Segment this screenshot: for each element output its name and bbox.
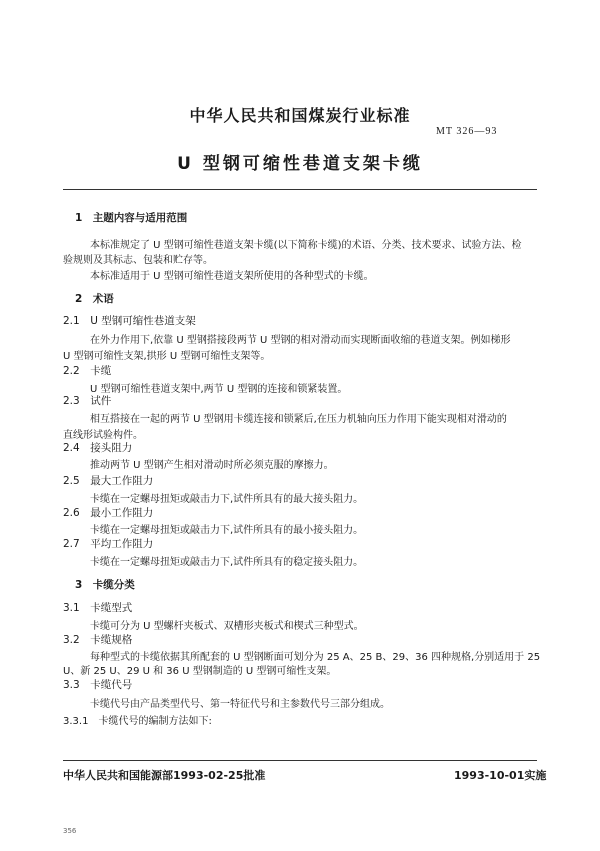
clause-3-2-line-b: U、新 25 U、29 U 和 36 U 型钢制造的 U 型钢可缩性支架。 bbox=[63, 666, 337, 677]
term-2-4-line-a: 推动两节 U 型钢产生相对滑动时所必须克服的摩擦力。 bbox=[90, 460, 334, 471]
section-2-heading: 2 术语 bbox=[75, 293, 114, 305]
clause-3-3-1: 3.3.1 卡缆代号的编制方法如下: bbox=[63, 716, 212, 727]
term-2-7-line-a: 卡缆在一定螺母扭矩或敲击力下,试件所具有的稳定接头阻力。 bbox=[90, 557, 364, 568]
term-2-1-title: 2.1 U 型钢可缩性巷道支架 bbox=[63, 315, 196, 327]
term-2-2-title: 2.2 卡缆 bbox=[63, 365, 112, 377]
document-title: U 型钢可缩性巷道支架卡缆 bbox=[177, 154, 423, 174]
clause-3-2-title: 3.2 卡缆规格 bbox=[63, 634, 133, 646]
term-2-2-line-a: U 型钢可缩性巷道支架中,两节 U 型钢的连接和锁紧装置。 bbox=[90, 384, 348, 395]
approval-date: 中华人民共和国能源部1993-02-25批准 bbox=[63, 769, 266, 782]
term-2-6-title: 2.6 最小工作阻力 bbox=[63, 507, 154, 519]
clause-3-1-title: 3.1 卡缆型式 bbox=[63, 602, 133, 614]
section-1-heading: 1 主题内容与适用范围 bbox=[75, 212, 188, 224]
clause-3-1-line-a: 卡缆可分为 U 型螺杆夹板式、双槽形夹板式和楔式三种型式。 bbox=[90, 621, 364, 632]
page-number: 356 bbox=[63, 827, 77, 835]
standard-code: MT 326—93 bbox=[436, 126, 498, 137]
term-2-4-title: 2.4 接头阻力 bbox=[63, 442, 133, 454]
term-2-3-line-b: 直线形试验构件。 bbox=[63, 430, 143, 441]
s1-paragraph-1b: 验规则及其标志、包装和贮存等。 bbox=[63, 255, 213, 266]
term-2-1-line-a: 在外力作用下,依靠 U 型钢搭接段两节 U 型钢的相对滑动而实现断面收缩的巷道支架。例如梯形 bbox=[90, 335, 511, 346]
term-2-6-line-a: 卡缆在一定螺母扭矩或敲击力下,试件所具有的最小接头阻力。 bbox=[90, 525, 364, 536]
s1-paragraph-1a: 本标准规定了 U 型钢可缩性巷道支架卡缆(以下简称卡缆)的术语、分类、技术要求、试验方法、检 bbox=[90, 240, 522, 251]
clause-3-2-line-a: 每种型式的卡缆依据其所配套的 U 型钢断面可划分为 25 A、25 B、29、36 四种规格,分别适用于 25 bbox=[90, 652, 541, 663]
term-2-3-title: 2.3 试件 bbox=[63, 395, 112, 407]
clause-3-3-line-a: 卡缆代号由产品类型代号、第一特征代号和主参数代号三部分组成。 bbox=[90, 699, 390, 710]
term-2-1-line-b: U 型钢可缩性支架,拱形 U 型钢可缩性支架等。 bbox=[63, 351, 271, 362]
s1-paragraph-2: 本标准适用于 U 型钢可缩性巷道支架所使用的各种型式的卡缆。 bbox=[90, 271, 374, 282]
clause-3-3-title: 3.3 卡缆代号 bbox=[63, 679, 133, 691]
header-rule bbox=[63, 189, 537, 190]
implementation-date: 1993-10-01实施 bbox=[454, 769, 547, 782]
section-3-heading: 3 卡缆分类 bbox=[75, 579, 135, 591]
footer-rule bbox=[63, 760, 537, 761]
term-2-5-line-a: 卡缆在一定螺母扭矩或敲击力下,试件所具有的最大接头阻力。 bbox=[90, 494, 364, 505]
term-2-7-title: 2.7 平均工作阻力 bbox=[63, 538, 154, 550]
term-2-3-line-a: 相互搭接在一起的两节 U 型钢用卡缆连接和锁紧后,在压力机轴向压力作用下能实现相对滑动的 bbox=[90, 414, 507, 425]
standard-category-title: 中华人民共和国煤炭行业标准 bbox=[189, 106, 411, 125]
term-2-5-title: 2.5 最大工作阻力 bbox=[63, 475, 154, 487]
